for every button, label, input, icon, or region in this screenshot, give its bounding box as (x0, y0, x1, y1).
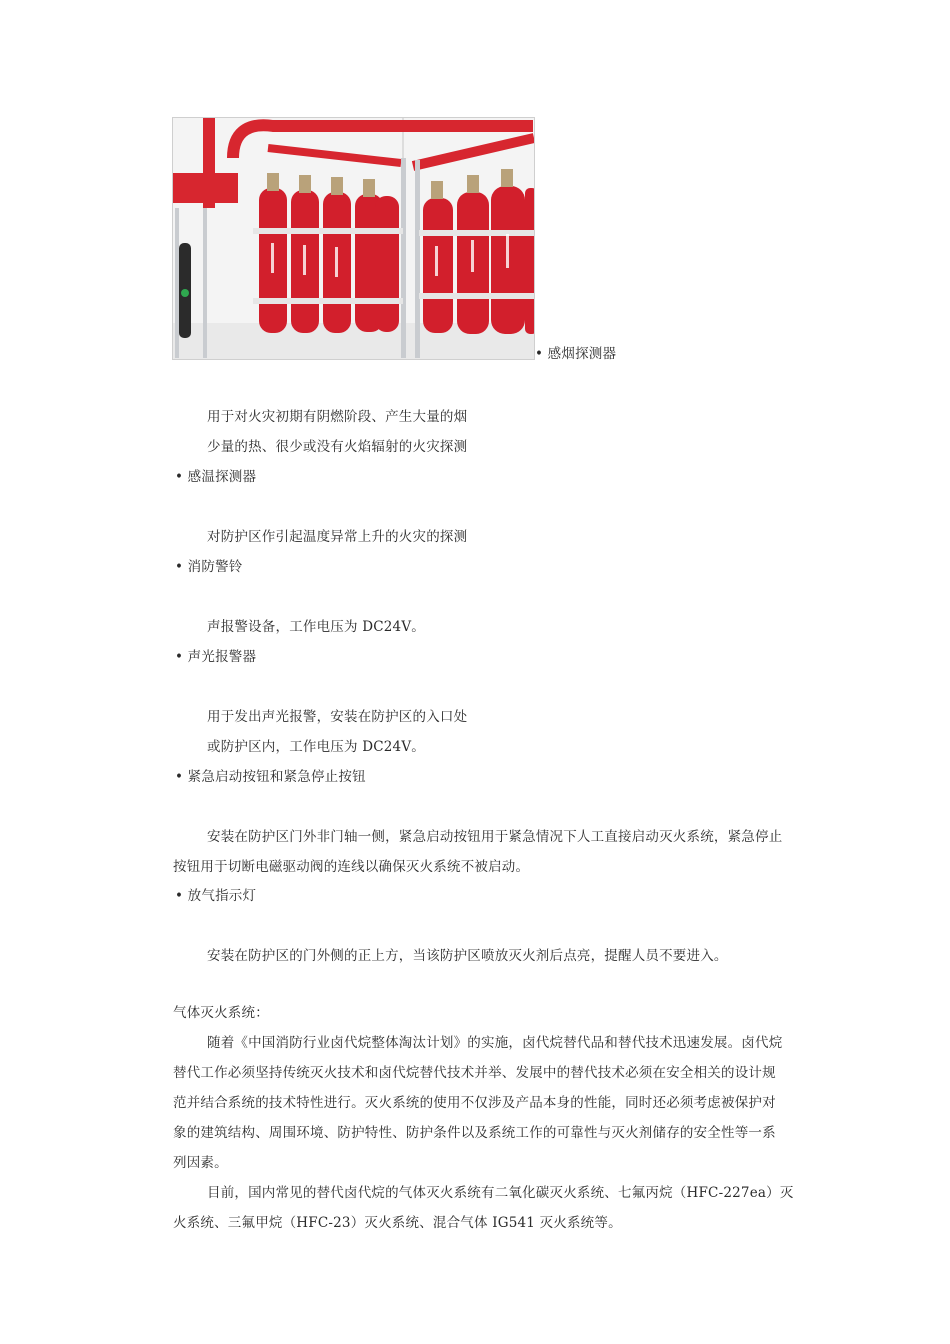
item-title: 感温探测器 (187, 469, 257, 485)
bullet: • (175, 559, 184, 575)
bullet: • (175, 888, 184, 904)
paragraph-line: 随着《中国消防行业卤代烷整体淘汰计划》的实施，卤代烷替代品和替代技术迅速发展。卤代烷 (207, 1035, 783, 1051)
item-title: 消防警铃 (187, 559, 243, 575)
paragraph-line: 范并结合系统的技术特性进行。灭火系统的使用不仅涉及产品本身的性能，同时还必须考虑被保护对 (173, 1095, 776, 1111)
list-item (175, 467, 256, 487)
item-description: 按钮用于切断电磁驱动阀的连线以确保灭火系统不被启动。 (173, 859, 530, 875)
paragraph-line: 象的建筑结构、周围环境、防护特性、防护条件以及系统工作的可靠性与灭火剂储存的安全性等一系 (173, 1125, 776, 1141)
list-item (175, 767, 366, 787)
item-description: 声报警设备，工作电压为 DC24V。 (207, 619, 425, 635)
item-description: 安装在防护区的门外侧的正上方，当该防护区喷放灭火剂后点亮，提醒人员不要进入。 (207, 948, 728, 964)
item-description: 用于发出声光报警，安装在防护区的入口处 (207, 709, 468, 725)
list-item (175, 647, 256, 667)
item-description: 或防护区内，工作电压为 DC24V。 (207, 739, 425, 755)
item-title: 放气指示灯 (187, 888, 257, 904)
item-description: 安装在防护区门外非门轴一侧，紧急启动按钮用于紧急情况下人工直接启动灭火系统，紧急停止 (207, 829, 783, 845)
list-item (535, 344, 616, 364)
bullet: • (175, 469, 184, 485)
cylinders-illustration (173, 118, 534, 359)
item-title: 紧急启动按钮和紧急停止按钮 (187, 769, 366, 785)
item-description: 对防护区作引起温度异常上升的火灾的探测 (207, 529, 468, 545)
paragraph-line: 列因素。 (173, 1155, 228, 1171)
list-item (175, 886, 256, 906)
list-item (175, 557, 242, 577)
section-heading: 气体灭火系统： (173, 1005, 269, 1021)
paragraph-line: 目前，国内常见的替代卤代烷的气体灭火系统有二氧化碳灭火系统、七氟丙烷（HFC-227ea）灭 (207, 1185, 794, 1201)
bullet: • (175, 649, 184, 665)
bullet: • (175, 769, 184, 785)
item-title: 声光报警器 (187, 649, 257, 665)
paragraph-line: 火系统、三氟甲烷（HFC-23）灭火系统、混合气体 IG541 灭火系统等。 (173, 1215, 622, 1231)
item-title: 感烟探测器 (547, 346, 617, 362)
item-description: 用于对火灾初期有阴燃阶段、产生大量的烟 (207, 409, 468, 425)
fire-suppression-cylinders-photo (172, 117, 535, 360)
bullet: • (535, 346, 544, 362)
item-description: 少量的热、很少或没有火焰辐射的火灾探测 (207, 439, 468, 455)
paragraph-line: 替代工作必须坚持传统灭火技术和卤代烷替代技术并举、发展中的替代技术必须在安全相关的设计规 (173, 1065, 776, 1081)
